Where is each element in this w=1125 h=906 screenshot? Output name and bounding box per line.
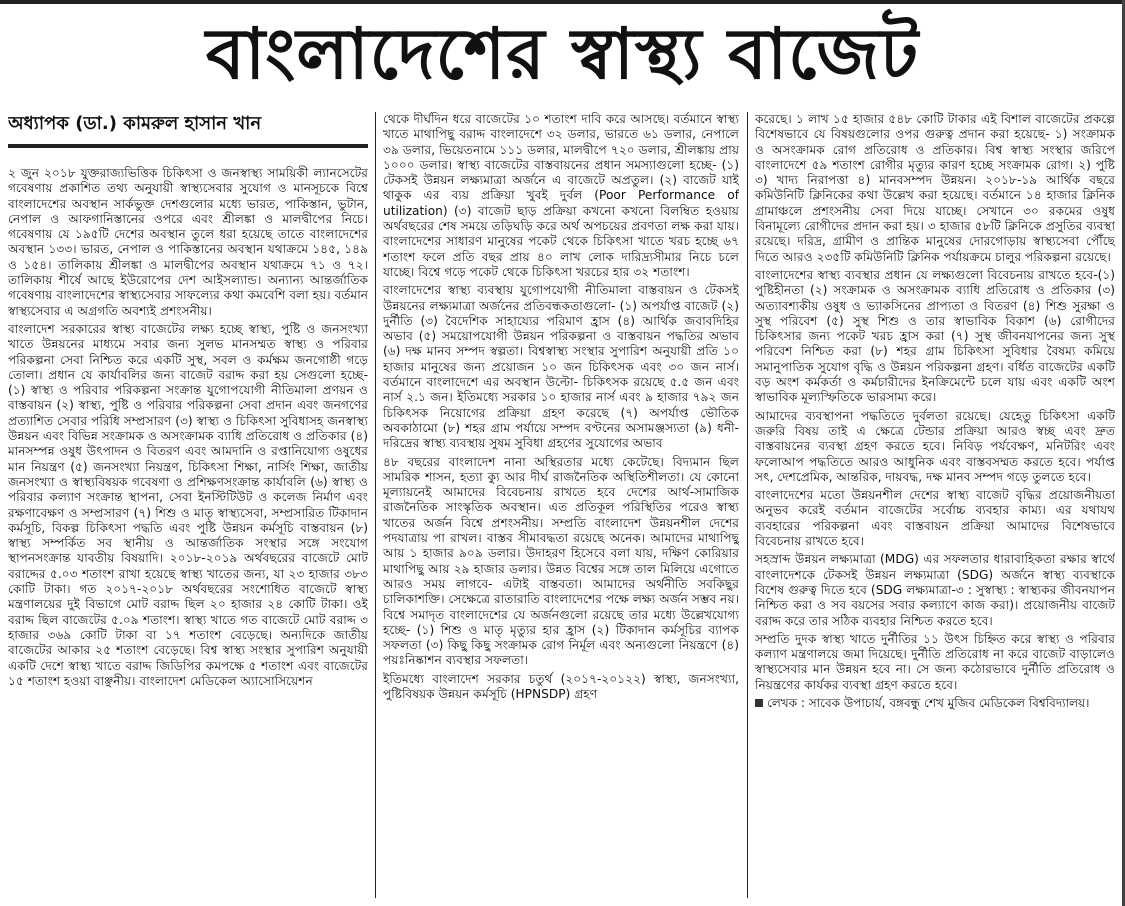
paragraph: ৪৮ বছরের বাংলাদেশ নানা অস্থিরতার মধ্যে কেটেছে। বিদ্যমান ছিল সামরিক শাসন, হত্যা ক্যু আর দীর্ঘ রাজনৈতিক অস্থিতিশীলতা। যে কোনো মূল্যায়নেই আমাদের বিবেচনায় রাখতে হবে দেশের আর্থ-সামাজিক রাজনৈতিক সাংস্কৃতিক অবস্থান। এত প্রতিকূল পরিস্থিতির পরেও স্বাস্থ্য খাতের অর্জন বিশ্বে প্রশংসনীয়। সম্প্রতি বাংলাদেশ উন্নয়নশীল দেশের পদযাত্রায় পা রাখল। বাস্তব সীমাবদ্ধতা রয়েছে অনেক। আমাদের মাথাপিছু আয় ১ হাজার ৯০৯ ডলার। উদাহরণ হিসেবে বলা যায়, দক্ষিণ কোরিয়ার মাথাপিছু আয় ২৯ হাজার ডলার। উন্নত বিশ্বের সঙ্গে তাল মিলিয়ে এগোতে আরও সময় লাগবে- এটাই বাস্তবতা। আমাদের অর্থনীতি সবকিছুর চালিকাশক্তি। সেক্ষেত্রে রাতারাতি বাংলাদেশের পক্ষে লক্ষ্য অর্জন সম্ভব নয়। বিশ্বে সমাদৃত বাংলাদেশের যে অর্জনগুলো রয়েছে তার মধ্যে উল্লেখযোগ্য হচ্ছে- (১) শিশু ও মাতৃ মৃত্যুর হার হ্রাস (২) টিকাদান কর্মসূচির ব্যাপক সফলতা (৩) কিছু কিছু সংক্রামক রোগ নির্মূল এবং অন্যগুলো নিয়ন্ত্রণে (৪) পয়ঃনিষ্কাশন ব্যবস্থার সফলতা। bbox=[383, 454, 739, 668]
paragraph: ২ জুন ২০১৮ যুক্তরাজ্যভিত্তিক চিকিৎসা ও জনস্বাস্থ্য সাময়িকী ল্যানসেটের গবেষণায় প্রকাশিত তথ্য অনুযায়ী স্বাস্থ্যসেবার সুযোগ ও মানসূচকে বিশ্বে বাংলাদেশের অবস্থান সার্কভুক্ত দেশগুলোর মধ্যে ভারত, পাকিস্তান, ভুটান, নেপাল ও আফগানিস্তানের ওপরে এবং শ্রীলঙ্কা ও মালদ্বীপের নিচে। গবেষণায় যে ১৯৫টি দেশের অবস্থান তুলে ধরা হয়েছে তাতে বাংলাদেশের অবস্থান ১৩৩। ভারত, নেপাল ও পাকিস্তানের অবস্থান যথাক্রমে ১৪৫, ১৪৯ ও ১৫৪। তালিকায় শ্রীলঙ্কা ও মালদ্বীপের অবস্থান যথাক্রমে ৭১ ও ৭২। তালিকায় শীর্ষে আছে ইউরোপের দেশ আইসল্যান্ড। অন্যান্য আন্তর্জাতিক গবেষণায় বাংলাদেশের স্বাস্থ্যসেবার সাফল্যের কথা কমবেশি বলা হয়। বর্তমান স্বাস্থ্যসেবার এ অগ্রগতি অবশ্যই প্রশংসনীয়। bbox=[8, 166, 368, 318]
column-divider bbox=[747, 112, 748, 898]
square-bullet-icon bbox=[755, 699, 763, 707]
column-1 bbox=[8, 112, 368, 898]
author-byline: অধ্যাপক (ডা.) কামরুল হাসান খান bbox=[8, 112, 368, 148]
column-divider bbox=[375, 112, 376, 898]
byline-spacer bbox=[8, 156, 368, 166]
paragraph: থেকে দীর্ঘদিন ধরে বাজেটের ১০ শতাংশ দাবি করে আসছে। বর্তমানে স্বাস্থ্য খাতে মাথাপিছু বরাদ্দ বাংলাদেশে ৩২ ডলার, ভারতে ৬১ ডলার, নেপালে ৩৯ ডলার, ভিয়েতনামে ১১১ ডলার, মালদ্বীপে ৭২০ ডলার, শ্রীলঙ্কায় প্রায় ১০০০ ডলার। স্বাস্থ্য বাজেটের বাস্তবায়নের প্রধান সমস্যাগুলো হচ্ছে- (১) টেকসই উন্নয়ন লক্ষ্যমাত্রা অর্জনে এ বাজেটে অপ্রতুল। (২) বাজেট যাই থাকুক এর ব্যয় প্রক্রিয়া খুবই দুর্বল (Poor Performance of utilization) (৩) বাজেট ছাড় প্রক্রিয়া কখনো কখনো বিলম্বিত হওয়ায় অর্থবছরের শেষ সময়ে তড়িঘড়ি করে অর্থ অপচয়ের প্রবণতা লক্ষ করা যায়। বাংলাদেশের সাধারণ মানুষের পকেট থেকে চিকিৎসা খাতে খরচ হচ্ছে ৬৭ শতাংশ ফলে প্রতি বছর প্রায় ৪০ লাখ লোক দারিদ্র্যসীমার নিচে চলে যাচ্ছে। বিশ্বে গড়ে পকেট থেকে চিকিৎসা খরচের হার ৩২ শতাংশ। bbox=[383, 112, 739, 279]
paragraph: সহস্রাব্দ উন্নয়ন লক্ষ্যমাত্রা (MDG) এর সফলতার ধারাবাহিকতা রক্ষার স্বার্থে বাংলাদেশকে টেকসই উন্নয়ন লক্ষ্যমাত্রা (SDG) অর্জনে স্বাস্থ্য ব্যবস্থাকে বিশেষ গুরুত্ব দিতে হবে (SDG লক্ষ্যমাত্রা-৩ : সুস্বাস্থ্য : স্বাস্থ্যকর জীবনযাপন নিশ্চিত করা ও সব বয়সের সবার কল্যাণে কাজ করা)। প্রয়োজনীয় বাজেট বরাদ্দ করে তার সঠিক ব্যবহার নিশ্চিত করতে হবে। bbox=[755, 552, 1115, 628]
paragraph: বাংলাদেশের মতো উন্নয়নশীল দেশের স্বাস্থ্য বাজেট বৃদ্ধির প্রয়োজনীয়তা অনুভব করেই বর্তমান বাজেটের সর্বোচ্চ ব্যবহার কাম্য। এর যথাযথ ব্যবহারের পরিকল্পনা এবং বাস্তবায়ন প্রক্রিয়া আমাদের বিশেষভাবে বিবেচনায় রাখতে হবে। bbox=[755, 488, 1115, 549]
paragraph: বাংলাদেশের স্বাস্থ্য ব্যবস্থার প্রধান যে লক্ষ্যগুলো বিবেচনায় রাখতে হবে-(১) পুষ্টিহীনতা (২) সংক্রামক ও অসংক্রামক ব্যাধি প্রতিরোধ ও প্রতিকার (৩) অত্যাবশ্যকীয় ওষুধ ও ভ্যাকসিনের প্রাপ্যতা ও বিতরণ (৪) শিশু সুরক্ষা ও সুস্থ পরিবেশ (৫) সুস্থ শিশু ও তার স্বাভাবিক বিকাশ (৬) রোগীদের চিকিৎসার জন্য পকেট খরচ হ্রাস করা (৭) সুস্থ জীবনযাপনের জন্য সুস্থ পরিবেশ নিশ্চিত করা (৮) শহর গ্রাম চিকিৎসা সুবিধার বৈষম্য কমিয়ে সমানুপাতিক সুযোগ বৃদ্ধি ও উন্নয়ন পরিকল্পনা গ্রহণ। বর্ধিত বাজেটের একটি বড় অংশ কর্মকর্তা ও কর্মচারীদের ইনক্রিমেন্টে চলে যায় এবং একটি অংশ স্বাভাবিক মূল্যস্ফিতিকে ভারসাম্য করে। bbox=[755, 267, 1115, 405]
author-note bbox=[755, 696, 1115, 711]
paragraph: সম্প্রতি দুদক স্বাস্থ্য খাতে দুর্নীতির ১১ উৎস চিহ্নিত করে স্বাস্থ্য ও পরিবার কল্যাণ মন্ত্রণালয়ে জমা দিয়েছে। দুর্নীতি প্রতিরোধ না করে বাজেট বাড়ালেও স্বাস্থ্যসেবার মান উন্নয়ন হবে না। সে জন্য কঠোরভাবে দুর্নীতি প্রতিরোধ ও নিয়ন্ত্রণের কার্যকর ব্যবস্থা গ্রহণ করতে হবে। bbox=[755, 631, 1115, 692]
column-2 bbox=[383, 112, 739, 898]
paragraph: বাংলাদেশ সরকারের স্বাস্থ্য বাজেটের লক্ষ্য হচ্ছে স্বাস্থ্য, পুষ্টি ও জনসংখ্যা খাতে উন্নয়নের মাধ্যমে সবার জন্য সুলভ মানসম্মত স্বাস্থ্য ও পরিবার পরিকল্পনা সেবা নিশ্চিত করে একটি সুস্থ, সবল ও কর্মক্ষম জনগোষ্ঠী গড়ে তোলা। প্রধান যে কার্যাবলির জন্য বাজেট বরাদ্দ করা হয় সেগুলো হচ্ছে- (১) স্বাস্থ্য ও পরিবার পরিকল্পনা সংক্রান্ত যুগোপযোগী নীতিমালা প্রণয়ন ও বাস্তবায়ন (২) স্বাস্থ্য, পুষ্টি ও পরিবার পরিকল্পনা সেবা প্রদান এবং জনগণের প্রত্যাশিত সেবার পরিধি সম্প্রসারণ (৩) স্বাস্থ্য ও চিকিৎসা সুবিধাসহ জনস্বাস্থ্য উন্নয়ন এবং বিভিন্ন সংক্রামক ও অসংক্রামক ব্যাধি প্রতিরোধ ও প্রতিকার (৪) মানসম্পন্ন ওষুধ উৎপাদন ও বিতরণ এবং আমদানি ও রপ্তানিযোগ্য ওষুধের মান নিয়ন্ত্রণ (৫) জনসংখ্যা নিয়ন্ত্রণ, চিকিৎসা শিক্ষা, নার্সিং শিক্ষা, জাতীয় জনসংখ্যা ও স্বাস্থ্যবিষয়ক গবেষণা ও প্রশিক্ষণসংক্রান্ত কার্যাবলি (৬) স্বাস্থ্য ও পরিবার কল্যাণ সংক্রান্ত স্থাপনা, সেবা ইনস্টিটিউট ও কলেজ নির্মাণ এবং রক্ষণাবেক্ষণ ও সম্প্রসারণ (৭) শিশু ও মাতৃ স্বাস্থ্যসেবা, সম্প্রসারিত টিকাদান কর্মসূচি, বিকল্প চিকিৎসা পদ্ধতি এবং পুষ্টি উন্নয়ন কর্মসূচি বাস্তবায়ন (৮) স্বাস্থ্য সম্পর্কিত সব স্থানীয় ও আন্তর্জাতিক সংস্থার সঙ্গে সংযোগ স্থাপনসংক্রান্ত যাবতীয় বিষয়াদি। ২০১৮-২০১৯ অর্থবছরের বাজেটে মোট বরাদ্দের ৫.০৩ শতাংশ রাখা হয়েছে স্বাস্থ্য খাতের জন্য, যা ২৩ হাজার ৩৮৩ কোটি টাকা। গত ২০১৭-২০১৮ অর্থবছরের সংশোধিত বাজেটে স্বাস্থ্য মন্ত্রণালয়ের দুই বিভাগে মোট বরাদ্দ ছিল ২০ হাজার ২৪ কোটি টাকা। ওই বরাদ্দ ছিল বাজেটের ৫.০৯ শতাংশ। স্বাস্থ্য খাতে গত বাজেটে মোট বরাদ্দ ৩ হাজার ৩৬৯ কোটি টাকা বা ১৭ শতাংশ বেড়েছে। অন্যদিকে জাতীয় বাজেটের আকার ২৫ শতাংশ বেড়েছে। বিশ্ব স্বাস্থ্য সংস্থার সুপারিশ অনুযায়ী একটি দেশে স্বাস্থ্য খাতে বরাদ্দ জিডিপির কমপক্ষে ৫ শতাংশ এবং বাজেটের ১৫ শতাংশ হওয়া বাঞ্ছনীয়। বাংলাদেশ মেডিকেল অ্যাসোসিয়েশন bbox=[8, 321, 368, 688]
paragraph: বাংলাদেশের স্বাস্থ্য ব্যবস্থায় যুগোপযোগী নীতিমালা বাস্তবায়ন ও টেকসই উন্নয়নের লক্ষ্যমাত্রা অর্জনের প্রতিবন্ধকতাগুলো- (১) অপর্যাপ্ত বাজেট (২) দুর্নীতি (৩) বৈদেশিক সাহায্যের পরিমাণ হ্রাস (৪) আর্থিক জবাবদিহির অভাব (৫) সময়োপযোগী উন্নয়ন পরিকল্পনা ও বাস্তবায়ন পদ্ধতির অভাব (৬) দক্ষ মানব সম্পদ স্বল্পতা। বিশ্বস্বাস্থ্য সংস্থার সুপারিশ অনুযায়ী প্রতি ১০ হাজার মানুষের জন্য প্রয়োজন ১০ জন চিকিৎসক এবং ৩০ জন নার্স। বর্তমানে বাংলাদেশে এর অবস্থান উল্টো- চিকিৎসক রয়েছে ৫.৫ জন এবং নার্স ২.১ জন। ইতিমধ্যে সরকার ১০ হাজার নার্স এবং ৯ হাজার ৭৯২ জন চিকিৎসক নিয়োগের প্রক্রিয়া গ্রহণ করেছে (৭) অপর্যাপ্ত ভৌতিক অবকাঠামো (৮) শহর গ্রাম পর্যায়ে সম্পদ বণ্টনের অসামঞ্জস্যতা (৯) ধনী-দরিদ্রের স্বাস্থ্য ব্যবস্থায় সুষম সুবিধা গ্রহণের সুযোগের অভাব bbox=[383, 283, 739, 451]
paragraph: ইতিমধ্যে বাংলাদেশ সরকার চতুর্থ (২০১৭-২০১২২) স্বাস্থ্য, জনসংখ্যা, পুষ্টিবিষয়ক উন্নয়ন কর্মসূচি (HPNSDP) গ্রহণ bbox=[383, 671, 739, 701]
column-3 bbox=[755, 112, 1115, 898]
paragraph: আমাদের ব্যবস্থাপনা পদ্ধতিতে দুর্বলতা রয়েছে। যেহেতু চিকিৎসা একটি জরুরি বিষয় তাই এ ক্ষেত্রে টেন্ডার প্রক্রিয়া আরও স্বচ্ছ এবং দ্রুত বাস্তবায়নের ব্যবস্থা গ্রহণ করতে হবে। নিবিড় পর্যবেক্ষণ, মনিটরিং এবং ফলোআপ পদ্ধতিতে আরও আধুনিক এবং বাস্তবসম্মত করতে হবে। পর্যাপ্ত সৎ, দেশপ্রেমিক, আন্তরিক, দায়বদ্ধ, দক্ষ মানব সম্পদ গড়ে তুলতে হবে। bbox=[755, 408, 1115, 484]
top-rule bbox=[0, 0, 1125, 4]
paragraph: করেছে। ১ লাখ ১৫ হাজার ৫৪৮ কোটি টাকার এই বিশাল বাজেটের প্রকল্পে বিশেষভাবে যে বিষয়গুলোর ওপর গুরুত্ব প্রদান করা হয়েছে- ১) সংক্রামক ও অসংক্রামক রোগ প্রতিরোধ ও প্রতিকার। বিশ্ব স্বাস্থ্য সংস্থার জরিপে বাংলাদেশে ৫৯ শতাংশ রোগীর মৃত্যুর কারণ হচ্ছে সংক্রামক রোগ। ২) পুষ্টি ৩) খাদ্য নিরাপত্তা ৪) মানবসম্পদ উন্নয়ন। ২০১৮-১৯ আর্থিক বছরে কমিউনিটি ক্লিনিকের কথা উল্লেখ করা হয়েছে। বর্তমানে ১৪ হাজার ক্লিনিক গ্রামাঞ্চলে প্রশংসনীয় সেবা দিয়ে যাচ্ছে। সেখানে ৩০ রকমের ওষুধ বিনামূল্যে রোগীদের প্রদান করা হয়। ৩ হাজার ৫৮টি ক্লিনিকে প্রসুতির ব্যবস্থা রয়েছে। দরিদ্র, গ্রামীণ ও প্রান্তিক মানুষের দোরগোড়ায় স্বাস্থ্যসেবা পৌঁছে দিতে আরও ২৩৫টি কমিউনিটি ক্লিনিক পর্যায়ক্রমে চালুর পরিকল্পনা রয়েছে। bbox=[755, 112, 1115, 264]
article-headline: বাংলাদেশের স্বাস্থ্য বাজেট bbox=[205, 12, 920, 95]
author-note-text: লেখক : সাবেক উপাচার্য, বঙ্গবন্ধু শেখ মুজিব মেডিকেল বিশ্ববিদ্যালয়। bbox=[767, 695, 1090, 710]
